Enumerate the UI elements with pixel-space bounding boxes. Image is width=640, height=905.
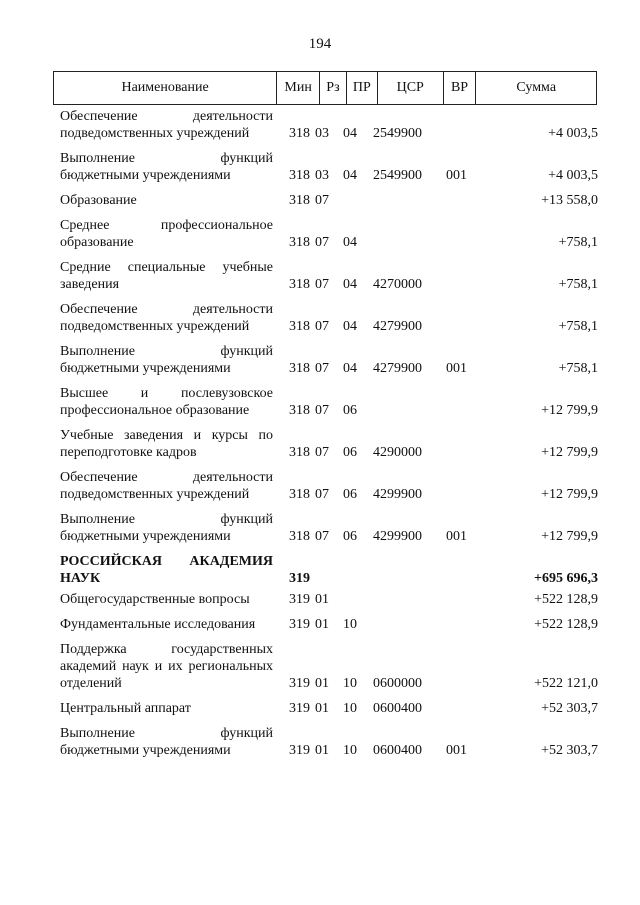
table-row	[60, 108, 600, 142]
cell-sum: +52 303,7	[541, 743, 598, 758]
cell-min: 318	[289, 277, 310, 292]
cell-sum: +13 558,0	[541, 193, 598, 208]
cell-pr: 04	[343, 319, 357, 334]
cell-csr: 0600400	[373, 701, 422, 716]
cell-min: 318	[289, 361, 310, 376]
cell-name: Высшее и послевузовское профессиональное образование	[60, 386, 273, 418]
cell-min: 319	[289, 617, 310, 632]
cell-pr: 04	[343, 277, 357, 292]
cell-rz: 07	[315, 361, 329, 376]
table-row	[60, 192, 600, 209]
table-row	[60, 427, 600, 461]
header-name: Наименование	[54, 72, 277, 104]
cell-pr: 10	[343, 701, 357, 716]
cell-min: 318	[289, 319, 310, 334]
cell-csr: 2549900	[373, 126, 422, 141]
header-rz: Рз	[320, 72, 347, 104]
cell-sum: +12 799,9	[541, 445, 598, 460]
cell-rz: 01	[315, 701, 329, 716]
table-row	[60, 511, 600, 545]
cell-name: Общегосударственные вопросы	[60, 592, 250, 607]
cell-min: 318	[289, 529, 310, 544]
cell-sum: +758,1	[558, 319, 598, 334]
cell-pr: 06	[343, 445, 357, 460]
cell-csr: 2549900	[373, 168, 422, 183]
table-row	[60, 385, 600, 419]
cell-sum: +12 799,9	[541, 403, 598, 418]
cell-name: Среднее профессиональное образование	[60, 218, 273, 250]
cell-name: Выполнение функций бюджетными учреждениями	[60, 726, 273, 758]
cell-min: 319	[289, 592, 310, 607]
cell-rz: 07	[315, 403, 329, 418]
table-row	[60, 469, 600, 503]
cell-sum: +4 003,5	[548, 126, 598, 141]
cell-min: 318	[289, 445, 310, 460]
table-header	[53, 71, 597, 105]
cell-name: Обеспечение деятельности подведомственных учреждений	[60, 470, 273, 502]
cell-name: Поддержка государственных академий наук и их региональных отделений	[60, 642, 273, 691]
cell-pr: 04	[343, 126, 357, 141]
cell-min: 319	[289, 571, 310, 586]
header-csr: ЦСР	[378, 72, 444, 104]
cell-sum: +758,1	[558, 235, 598, 250]
cell-sum: +522 128,9	[534, 617, 598, 632]
cell-vr: 001	[446, 168, 467, 183]
cell-min: 318	[289, 126, 310, 141]
cell-sum: +522 128,9	[534, 592, 598, 607]
cell-name: РОССИЙСКАЯ АКАДЕМИЯ НАУК	[60, 554, 273, 586]
cell-min: 318	[289, 168, 310, 183]
header-pr: ПР	[347, 72, 378, 104]
cell-csr: 4270000	[373, 277, 422, 292]
cell-name: Выполнение функций бюджетными учреждениями	[60, 512, 273, 544]
cell-pr: 10	[343, 743, 357, 758]
cell-sum: +695 696,3	[534, 571, 598, 586]
cell-sum: +758,1	[558, 361, 598, 376]
cell-rz: 01	[315, 743, 329, 758]
cell-rz: 07	[315, 277, 329, 292]
cell-rz: 07	[315, 487, 329, 502]
cell-pr: 06	[343, 403, 357, 418]
cell-sum: +4 003,5	[548, 168, 598, 183]
table-row	[60, 301, 600, 335]
cell-pr: 04	[343, 361, 357, 376]
cell-min: 318	[289, 487, 310, 502]
cell-csr: 0600400	[373, 743, 422, 758]
cell-name: Учебные заведения и курсы по переподготовке кадров	[60, 428, 273, 460]
cell-name: Обеспечение деятельности подведомственных учреждений	[60, 109, 273, 141]
cell-vr: 001	[446, 361, 467, 376]
cell-rz: 07	[315, 235, 329, 250]
cell-rz: 01	[315, 676, 329, 691]
cell-min: 318	[289, 235, 310, 250]
cell-sum: +12 799,9	[541, 487, 598, 502]
table-row	[60, 616, 600, 633]
cell-rz: 01	[315, 592, 329, 607]
table-row	[60, 259, 600, 293]
cell-csr: 4290000	[373, 445, 422, 460]
cell-vr: 001	[446, 529, 467, 544]
table-row	[60, 641, 600, 692]
table-body	[60, 108, 600, 759]
cell-sum: +758,1	[558, 277, 598, 292]
cell-rz: 07	[315, 319, 329, 334]
cell-csr: 4299900	[373, 487, 422, 502]
cell-min: 319	[289, 676, 310, 691]
cell-rz: 07	[315, 529, 329, 544]
table-row	[60, 343, 600, 377]
cell-vr: 001	[446, 743, 467, 758]
cell-rz: 07	[315, 193, 329, 208]
cell-name: Образование	[60, 193, 137, 208]
cell-name: Выполнение функций бюджетными учреждениями	[60, 344, 273, 376]
cell-csr: 0600000	[373, 676, 422, 691]
cell-sum: +12 799,9	[541, 529, 598, 544]
cell-min: 319	[289, 701, 310, 716]
cell-name: Обеспечение деятельности подведомственных учреждений	[60, 302, 273, 334]
cell-name: Средние специальные учебные заведения	[60, 260, 273, 292]
cell-rz: 01	[315, 617, 329, 632]
page-number: 194	[308, 36, 332, 52]
table-row	[60, 553, 600, 587]
cell-min: 318	[289, 193, 310, 208]
table-row	[60, 725, 600, 759]
cell-pr: 04	[343, 168, 357, 183]
header-vr: ВР	[444, 72, 477, 104]
cell-pr: 06	[343, 529, 357, 544]
cell-name: Фундаментальные исследования	[60, 617, 256, 632]
cell-sum: +522 121,0	[534, 676, 598, 691]
table-row	[60, 150, 600, 184]
cell-name: Выполнение функций бюджетными учреждениями	[60, 151, 273, 183]
cell-pr: 06	[343, 487, 357, 502]
header-sum: Сумма	[516, 80, 557, 95]
cell-rz: 03	[315, 126, 329, 141]
cell-csr: 4279900	[373, 361, 422, 376]
cell-min: 318	[289, 403, 310, 418]
cell-pr: 04	[343, 235, 357, 250]
cell-pr: 10	[343, 617, 357, 632]
table-row	[60, 700, 600, 717]
cell-rz: 07	[315, 445, 329, 460]
cell-name: Центральный аппарат	[60, 701, 191, 716]
cell-rz: 03	[315, 168, 329, 183]
table-row	[60, 591, 600, 608]
cell-sum: +52 303,7	[541, 701, 598, 716]
cell-pr: 10	[343, 676, 357, 691]
header-min: Мин	[277, 72, 320, 104]
cell-csr: 4299900	[373, 529, 422, 544]
cell-min: 319	[289, 743, 310, 758]
table-row	[60, 217, 600, 251]
cell-csr: 4279900	[373, 319, 422, 334]
